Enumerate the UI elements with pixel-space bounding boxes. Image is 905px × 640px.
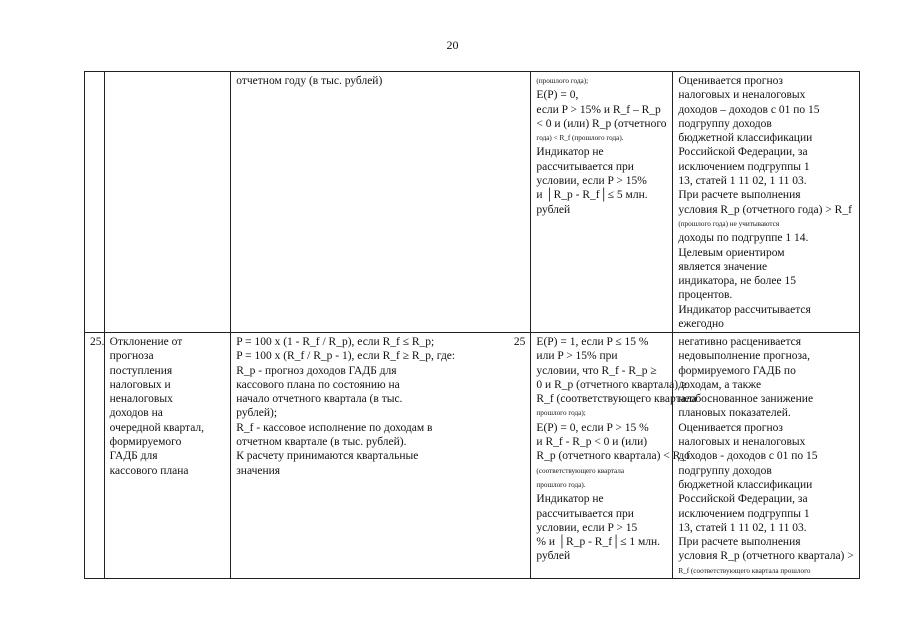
desc-line: налоговых и неналоговых [678, 89, 806, 102]
grade-line: условии, если P > 15% [536, 175, 647, 188]
grade-line: E(P) = 1, если P ≤ 15 % [536, 336, 649, 348]
grade-line: условии, что R_f - R_p ≥ [536, 364, 657, 377]
desc-line: является значение [678, 260, 768, 273]
name-line: налоговых и [109, 378, 171, 391]
desc-line: R_f (соответствующего квартала прошлого [678, 566, 811, 575]
name-line: Отклонение от [109, 336, 183, 348]
desc-line: Индикатор рассчитывается [678, 303, 811, 316]
desc-line: условия R_p (отчетного года) > R_f [678, 203, 852, 216]
grade-line: R_p (отчетного квартала) < R_f [536, 450, 690, 463]
grade-line: и R_f - R_p < 0 и (или) [536, 436, 648, 449]
desc-line: негативно расценивается [678, 336, 802, 348]
desc-line: индикатора, не более 15 [678, 275, 796, 288]
desc-line: доходов – доходов с 01 по 15 [678, 103, 820, 116]
desc-line: 13, статей 1 11 02, 1 11 03. [678, 175, 807, 188]
grade-line: < 0 и (или) R_p (отчетного [536, 117, 667, 130]
grade-line: прошлого года); [536, 409, 586, 418]
table-row-previous [85, 72, 860, 333]
formula-line: К расчету принимаются квартальные [236, 450, 419, 463]
desc-line: подгруппу доходов [678, 117, 772, 130]
desc-line: доходам, а также [678, 378, 762, 391]
number-cell [85, 72, 105, 333]
desc-line: условия R_p (отчетного квартала) > [678, 550, 854, 563]
grade-line: прошлого года). [536, 480, 586, 489]
name-line: поступления [109, 364, 173, 377]
grade-line: рассчитывается при [536, 160, 634, 173]
grade-line: рублей [536, 203, 571, 216]
formula-line: кассового плана по состоянию на [236, 378, 400, 391]
desc-line: При расчете выполнения [678, 536, 801, 549]
formula-cell [231, 72, 531, 333]
grade-line: года) < R_f (прошлого года). [536, 134, 624, 143]
desc-line: подгруппу доходов [678, 464, 772, 477]
desc-line: Российской Федерации, за [678, 493, 808, 506]
desc-line: доходов - доходов с 01 по 15 [678, 450, 818, 463]
formula-cell [231, 333, 531, 579]
name-line: прогноза [109, 350, 154, 363]
desc-line: ежегодно [678, 318, 724, 331]
desc-line: исключением подгруппы 1 [678, 507, 810, 520]
name-line: очередной квартал, [109, 421, 205, 434]
grade-line: или P > 15% при [536, 350, 618, 363]
grade-line: E(P) = 0, [536, 89, 579, 102]
desc-line: формируемого ГАДБ по [678, 364, 796, 377]
formula-line: значения [236, 464, 281, 477]
max-score: 25 [513, 336, 526, 348]
grade-line: 0 и R_p (отчетного квартала) ≥ [536, 378, 688, 391]
number-cell: 25. [85, 333, 105, 579]
grade-line: (прошлого года); [536, 77, 589, 85]
grade-line: Индикатор не [536, 146, 604, 159]
desc-line: бюджетной классификации [678, 478, 813, 491]
page-number: 20 [446, 38, 459, 52]
name-line: доходов на [109, 407, 163, 420]
desc-line: Оценивается прогноз [678, 421, 783, 434]
grade-line: E(P) = 0, если P > 15 % [536, 421, 649, 434]
grade-cell [531, 333, 697, 579]
grade-line: Индикатор не [536, 493, 604, 506]
formula-line: R_p - прогноз доходов ГАДБ для [236, 364, 397, 377]
desc-line: бюджетной классификации [678, 132, 813, 145]
grade-line: если P > 15% и R_f – R_p [536, 103, 661, 116]
desc-line: налоговых и неналоговых [678, 436, 806, 449]
formula-line: рублей); [236, 407, 278, 420]
grade-line: % и │R_p - R_f│≤ 1 млн. [536, 536, 661, 549]
formula-line: начало отчетного квартала (в тыс. [236, 393, 403, 406]
grade-cell [531, 72, 673, 333]
grade-line: рассчитывается при [536, 507, 634, 520]
description-cell [673, 333, 860, 579]
name-line: ГАДБ для [109, 450, 158, 463]
grade-line: и │R_p - R_f│≤ 5 млн. [536, 189, 648, 202]
table-row-25 [85, 333, 860, 579]
formula-tail: отчетном году (в тыс. рублей) [236, 75, 383, 87]
formula-line: R_f - кассовое исполнение по доходам в [236, 421, 433, 434]
name-cell [104, 72, 231, 333]
desc-line: Оценивается прогноз [678, 75, 783, 87]
formula-line: P = 100 x (1 - R_f / R_p), если R_f ≤ R_p; [236, 336, 435, 348]
desc-line: исключением подгруппы 1 [678, 160, 810, 173]
grade-line: (соответствующего квартала [536, 466, 625, 475]
name-line: кассового плана [109, 464, 189, 477]
formula-first-line [236, 335, 525, 349]
desc-line: 13, статей 1 11 02, 1 11 03. [678, 521, 807, 534]
desc-line: Российской Федерации, за [678, 146, 808, 159]
desc-line: доходы по подгруппе 1 14. [678, 232, 809, 245]
desc-line: плановых показателей. [678, 407, 791, 420]
description-cell [673, 72, 860, 333]
name-line: формируемого [109, 436, 182, 449]
name-line: неналоговых [109, 393, 173, 406]
desc-line: недовыполнение прогноза, [678, 350, 811, 363]
desc-line: При расчете выполнения [678, 189, 801, 202]
grade-line: R_f (соответствующего квартала [536, 393, 697, 406]
desc-line: необоснованное занижение [678, 393, 814, 406]
desc-line: процентов. [678, 289, 733, 302]
grade-line: условии, если P > 15 [536, 521, 638, 534]
formula-line: P = 100 x (R_f / R_p - 1), если R_f ≥ R_p, где: [236, 350, 456, 363]
name-cell [104, 333, 231, 579]
indicator-table [84, 71, 860, 579]
grade-line: рублей [536, 550, 571, 563]
desc-line: Целевым ориентиром [678, 246, 785, 259]
formula-line: отчетном квартале (в тыс. рублей). [236, 436, 407, 449]
desc-line: (прошлого года) не учитываются [678, 219, 780, 228]
